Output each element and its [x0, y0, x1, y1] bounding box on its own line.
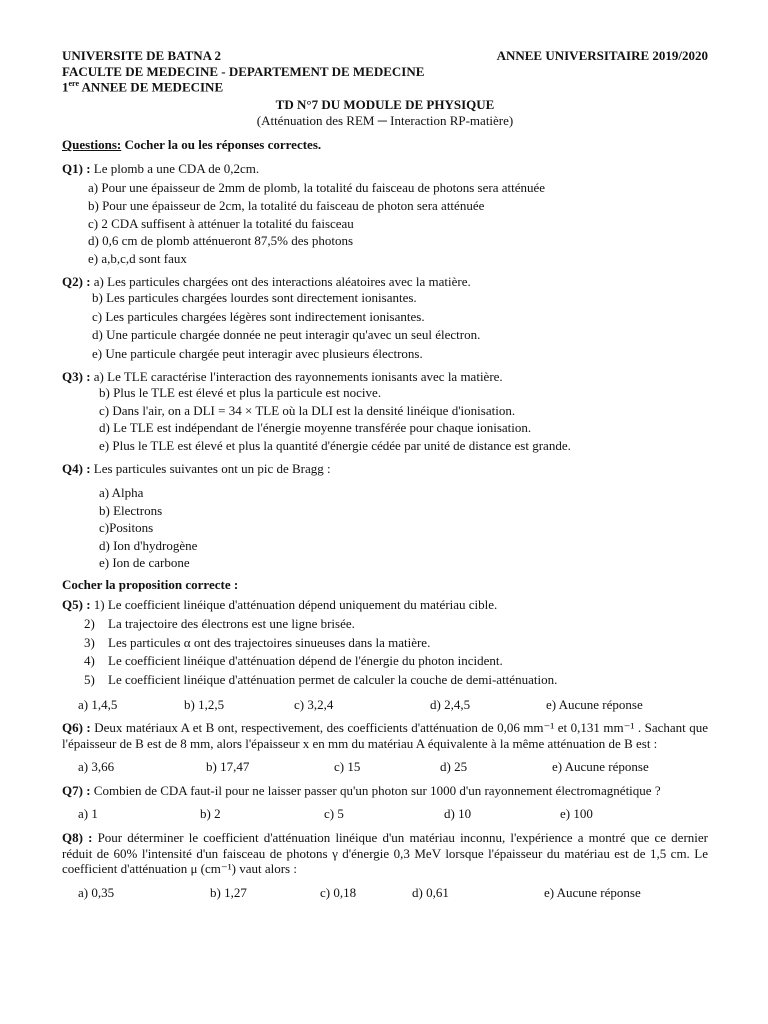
academic-year: ANNEE UNIVERSITAIRE 2019/2020 — [496, 48, 708, 63]
question-8: Q8) : Pour déterminer le coefficient d'atténuation linéique d'un matériau inconnu, l'expérience a montré que ce dernier réduit de 60% l'intensité d'un faisceau de photons γ d'énergie 0,3 MeV lorsque l'épaisseur du matériau est de 1,5 cm. Le coefficient d'atténuation μ (cm⁻¹) vaut alors : a) 0,35 b) 1,27 c) 0,18 d) 0,61 e) Aucune réponse — [62, 830, 708, 900]
faculty-name: FACULTE DE MEDECINE - DEPARTEMENT DE MEDECINE — [62, 63, 425, 79]
option: e) a,b,c,d sont faux — [88, 250, 187, 266]
option: d) Une particule chargée donnée ne peut interagir qu'avec un seul électron. — [92, 327, 481, 343]
list-item: 5) Le coefficient linéique d'atténuation permet de calculer la couche de demi-atténuation. — [84, 671, 558, 687]
question-4: Q4) : Les particules suivantes ont un pic de Bragg : a) Alpha b) Electrons c)Positons d) Ion d'hydrogène e) Ion de carbone — [62, 461, 708, 571]
answer-choice: d) 10 — [444, 806, 472, 822]
answer-choice: d) 0,61 — [412, 884, 449, 900]
option: d) 0,6 cm de plomb atténueront 87,5% des photons — [88, 233, 354, 249]
question-5: Q5) : 1) Le coefficient linéique d'atténuation dépend uniquement du matériau cible. 2) La trajectoire des électrons est une ligne brisée. 3) Les particules α ont des trajectoires sinueuses dans la matière. 4) Le coefficient linéique d'atténuation dépend de l'énergie du photon incident. 5) Le coefficient linéique d'atténuation permet de calculer la couche de demi-atténuation. a) 1,4,5 b) 1,2,5 c) 3,2,4 d) 2,4,5 e) Aucune réponse — [62, 597, 708, 713]
answer-choice: e) Aucune réponse — [544, 884, 641, 900]
option: e) Une particule chargée peut interagir avec plusieurs électrons. — [92, 345, 423, 361]
question-6: Q6) : Deux matériaux A et B ont, respectivement, des coefficients d'atténuation de 0,06 mm⁻¹ et 0,131 mm⁻¹ . Sachant que l'épaisseur de B est de 8 mm, alors l'épaisseur x en mm du matériau A équivalente à la même atténuation de B est : a) 3,66 b) 17,47 c) 15 d) 25 e) Aucune réponse — [62, 720, 708, 775]
question-8-answers — [78, 885, 708, 901]
option: e) Ion de carbone — [99, 555, 190, 571]
answer-choice: d) 2,4,5 — [430, 696, 471, 712]
question-7: Q7) : Combien de CDA faut-il pour ne laisser passer qu'un photon sur 1000 d'un rayonnement électromagnétique ? a) 1 b) 2 c) 5 d) 10 e) 100 — [62, 783, 708, 822]
option: b) Pour une épaisseur de 2cm, la totalité du faisceau de photon sera atténuée — [88, 198, 485, 214]
option: a) Pour une épaisseur de 2mm de plomb, la totalité du faisceau de photons sera atténuée — [88, 180, 546, 196]
answer-choice: b) 17,47 — [206, 759, 250, 775]
answer-choice: a) 0,35 — [78, 884, 115, 900]
option: d) Ion d'hydrogène — [99, 537, 198, 553]
question-6-answers — [78, 759, 708, 775]
document-page — [62, 48, 708, 900]
answer-choice: c) 3,2,4 — [294, 696, 334, 712]
option: b) Electrons — [99, 502, 163, 518]
answer-choice: b) 1,27 — [210, 884, 247, 900]
university-name: UNIVERSITE DE BATNA 2 — [62, 48, 222, 63]
question-5-items — [84, 616, 708, 687]
question-2: Q2) : a) Les particules chargées ont des interactions aléatoires avec la matière. b) Les particules chargées lourdes sont directement ionisantes. c) Les particules chargées légères sont indirectement ionisantes. d) Une particule chargée donnée ne peut interagir qu'avec un seul électron. e) Une particule chargée peut interagir avec plusieurs électrons. — [62, 274, 708, 361]
option: c) Les particules chargées légères sont indirectement ionisantes. — [92, 308, 425, 324]
list-item: 3) Les particules α ont des trajectoires sinueuses dans la matière. — [84, 634, 431, 650]
question-1-options — [88, 180, 708, 266]
option: b) Plus le TLE est élevé et plus la particule est nocive. — [99, 385, 382, 401]
answer-choice: c) 0,18 — [320, 884, 357, 900]
answer-choice: e) 100 — [560, 806, 593, 822]
answer-choice: c) 5 — [324, 806, 344, 822]
option: c) 2 CDA suffisent à atténuer la totalité du faisceau — [88, 215, 354, 231]
answer-choice: e) Aucune réponse — [552, 759, 649, 775]
answer-choice: c) 15 — [334, 759, 361, 775]
answer-choice: b) 1,2,5 — [184, 696, 225, 712]
option: a) Alpha — [99, 484, 144, 500]
option: c)Positons — [99, 520, 154, 536]
answer-choice: e) Aucune réponse — [546, 696, 643, 712]
answer-choice: d) 25 — [440, 759, 468, 775]
header-row — [62, 48, 708, 64]
instructions: Questions: Cocher la ou les réponses correctes. — [62, 137, 322, 153]
question-5-answers — [78, 697, 708, 713]
document-subtitle: (Atténuation des REM ─ Interaction RP-matière) — [256, 112, 514, 128]
answer-choice: b) 2 — [200, 806, 221, 822]
question-3: Q3) : a) Le TLE caractérise l'interaction des rayonnements ionisants avec la matière. b) Plus le TLE est élevé et plus la particule est nocive. c) Dans l'air, on a DLI = 34 × TLE où la DLI est la densité linéique d'ionisation. d) Le TLE est indépendant de l'énergie moyenne transférée pour chaque ionisation. e) Plus le TLE est élevé et plus la quantité d'énergie cédée par unité de distance est grande. — [62, 369, 708, 453]
answer-choice: a) 1 — [78, 806, 98, 822]
question-4-options — [99, 485, 708, 571]
list-item: 2) La trajectoire des électrons est une ligne brisée. — [84, 616, 355, 632]
answer-choice: a) 1,4,5 — [78, 696, 118, 712]
question-1: Q1) : Le plomb a une CDA de 0,2cm. a) Pour une épaisseur de 2mm de plomb, la totalité du faisceau de photons sera atténuée b) Pour une épaisseur de 2cm, la totalité du faisceau de photon sera atténuée c) 2 CDA suffisent à atténuer la totalité du faisceau d) 0,6 cm de plomb atténueront 87,5% des photons e) a,b,c,d sont faux — [62, 161, 708, 267]
option: c) Dans l'air, on a DLI = 34 × TLE où la DLI est la densité linéique d'ionisation. — [99, 402, 516, 418]
option: e) Plus le TLE est élevé et plus la quantité d'énergie cédée par unité de distance est grande. — [99, 437, 571, 453]
study-level: 1ere ANNEE DE MEDECINE — [62, 79, 224, 95]
question-7-answers — [78, 806, 708, 822]
question-3-options — [99, 385, 708, 453]
document-title: TD N°7 DU MODULE DE PHYSIQUE — [275, 97, 495, 113]
list-item: 4) Le coefficient linéique d'atténuation dépend de l'énergie du photon incident. — [84, 653, 503, 669]
answer-choice: a) 3,66 — [78, 759, 115, 775]
option: d) Le TLE est indépendant de l'énergie moyenne transférée pour chaque ionisation. — [99, 420, 532, 436]
option: b) Les particules chargées lourdes sont directement ionisantes. — [92, 290, 417, 306]
question-2-options — [92, 290, 708, 361]
section-heading: Cocher la proposition correcte : — [62, 576, 239, 592]
